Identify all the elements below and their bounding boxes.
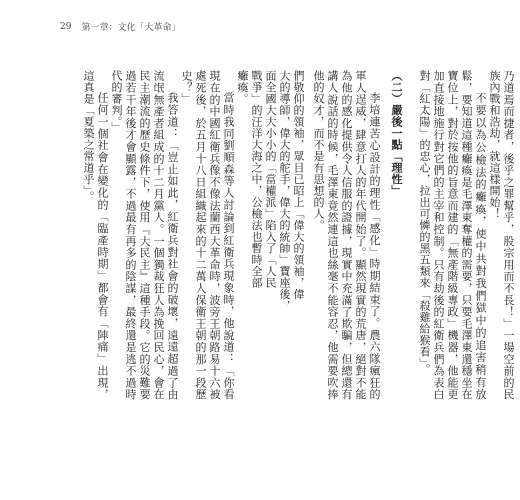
text-paragraph: 乃道焉而捷者，後乎之罪幫乎，股宗用而不長！」一場空前的民族內戰和浩劫，就這樣開始！ xyxy=(488,70,515,400)
page-number: 29 xyxy=(60,21,72,32)
text-paragraph: 李培連苦心設計的理性「感化」時期結束了。農六隊瘋狂的軍人逞威，肆意打人的年代開始了。顯然現實的荒唐，絕對不能為他的感化提供令人信服的證據，現實中充滿了欺騙，但總還有講人說話的時候，毛澤東竟然連這也絲毫不能容忍，他需要吹捧他的奴才，而不是有思想的人。 xyxy=(312,70,381,400)
text-paragraph: 任何一個社會在變化的「臨產時期」都會有「陣痛」出現，這真是「夏築之常道乎」。 xyxy=(82,70,109,400)
text-paragraph: 癱瘓。 xyxy=(236,70,249,105)
left-text-column xyxy=(82,70,305,400)
text-paragraph: 們敬仰的領袖，眾目已昭上「偉大的領袖，偉 xyxy=(292,70,305,300)
section-heading: （二）嚴後一點「理性」 xyxy=(390,70,403,197)
page-header xyxy=(60,20,180,33)
chapter-title: 第一章：文化「大革命」 xyxy=(81,23,181,33)
text-paragraph: 我答道：「豈止如此，紅衛兵對社會的破壞，遠遠超過了由流氓無產者組成的十二月黨人。一個獨裁狂人為挽回民心，會在民主潮流的歷史條件下，使用『大民主』這種手段。它的災難要過若干年後才會顯露，不過最有再多的陰謀，最終還是逃不過時代的審判。」 xyxy=(110,70,179,400)
text-paragraph: 面全國大大小小的「當權派」陷入了「人民 xyxy=(264,70,277,289)
text-paragraph: 戰爭」的汪洋大海之中，公檢法也暫時全部 xyxy=(250,70,263,289)
right-text-column xyxy=(300,70,515,400)
text-paragraph: 當時我同劉順森等人討論到紅衛兵現象時，他說道：「你看現在的中國紅衛兵像不像法蘭西大革命時，波旁王朝路易十六被處死後，於五月十八日組織起來的十二萬人保衛王朝的那一段歷史？」 xyxy=(180,70,235,400)
text-paragraph: 大的導師，偉大的舵手，偉大的統帥」寶座後， xyxy=(278,70,291,312)
text-paragraph: 不要以為公檢法的癱瘓，使中共對我們獄中的追害稍有放鬆，要知道這種癱瘓是毛澤東奪權的需要，只要毛澤東還穩坐在寶位上，對於按他的旨意而建的「無產階級專政」機器，他能更加直接地施行對它們的主宰和控制。只有劫後的紅衛兵們為表白對「紅太陽」的忠心，拉出可憐的黑五類來「殺雞給猴看」。 xyxy=(418,70,487,400)
